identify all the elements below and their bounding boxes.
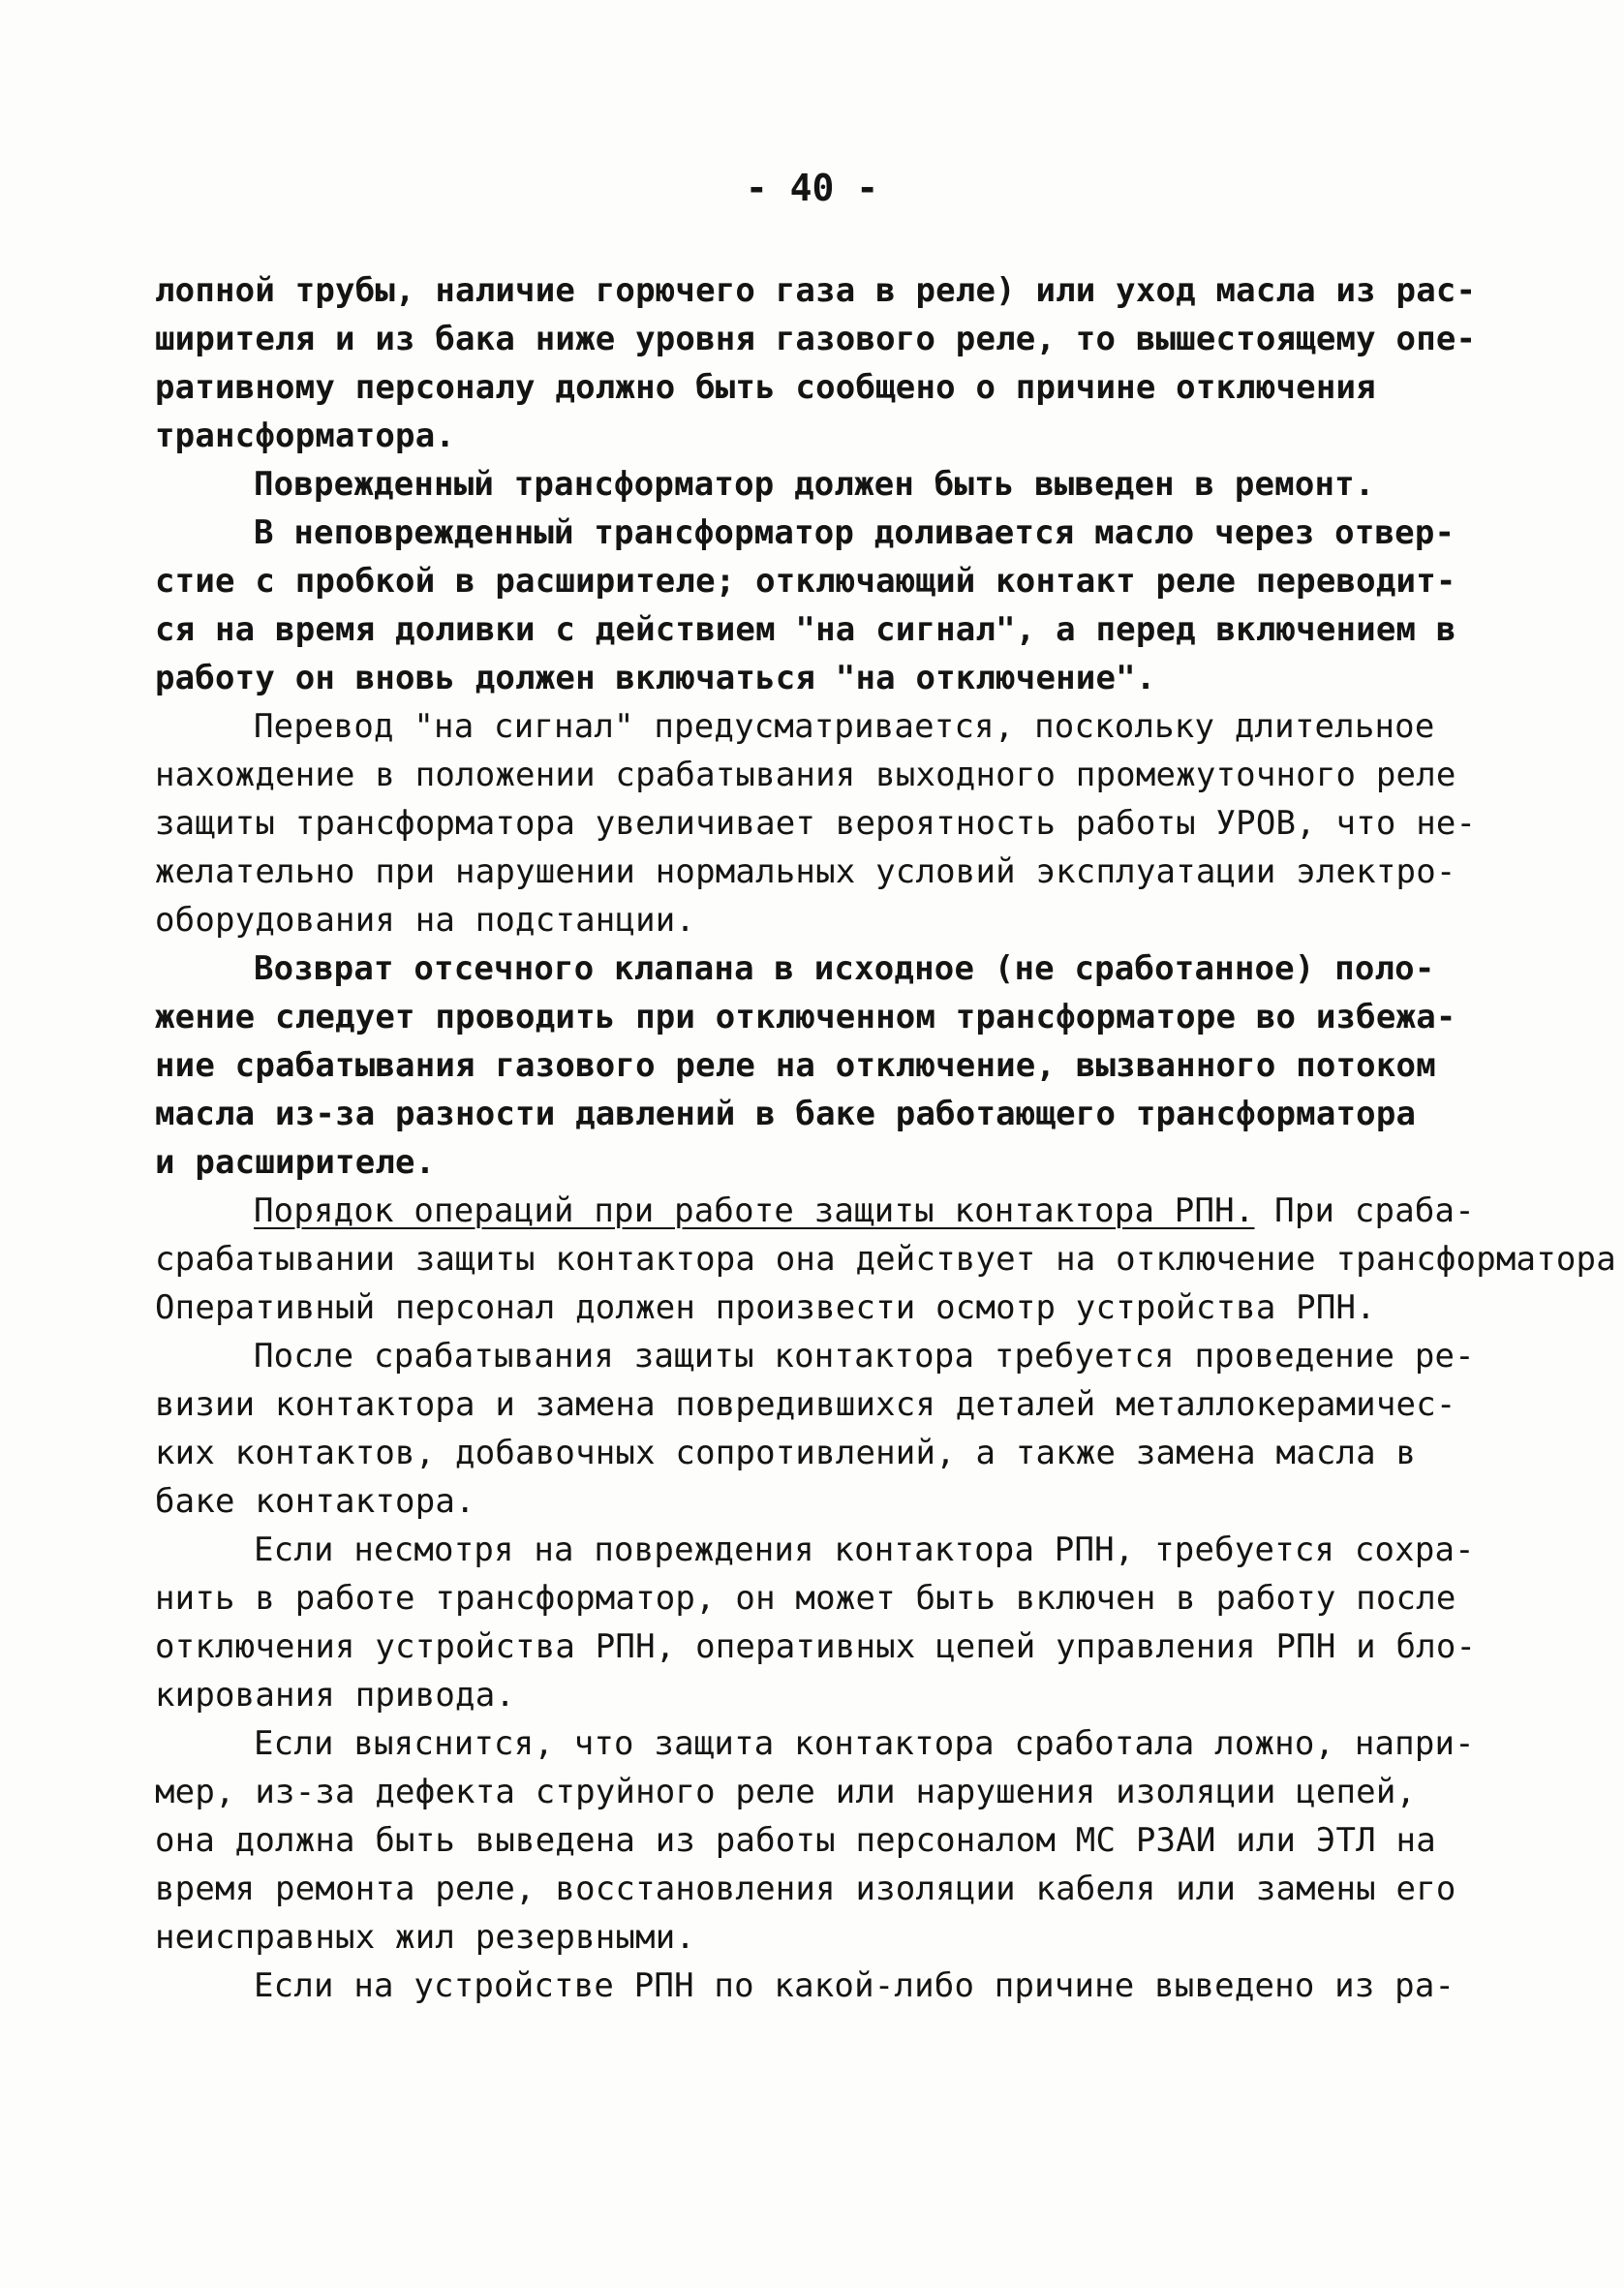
text-line: Оперативный персонал должен произвести осмотр устройства РПН. [155,1288,1376,1327]
text-line: В неповрежденный трансформатор доливается масло через отвер- [254,513,1455,552]
text-line: ративному персоналу должно быть сообщено о причине отключения [155,368,1376,407]
text-line: ся на время доливки с действием "на сигнал", а перед включением в [155,610,1456,649]
text-line: срабатывании защиты контактора она действует на отключение трансформатора [155,1240,1616,1279]
text-line: ких контактов, добавочных сопротивлений, а также замена масла в [155,1434,1417,1472]
text-line: нить в работе трансформатор, он может быть включен в работу после [155,1579,1456,1618]
text-line: Перевод "на сигнал" предусматривается, поскольку длительное [254,707,1435,746]
section-heading-line [254,1190,1475,1232]
text-line: трансформатора. [155,417,456,455]
page-number: - 40 - [745,167,879,209]
text-line: Если несмотря на повреждения контактора РПН, требуется сохра- [254,1530,1475,1569]
text-line: баке контактора. [155,1482,475,1521]
text-line: стие с пробкой в расширителе; отключающий контакт реле переводит- [155,562,1456,601]
text-line: оборудования на подстанции. [155,901,696,940]
text-line: ширителя и из бака ниже уровня газового реле, то вышестоящему опе- [155,320,1477,358]
text-line: работу он вновь должен включаться "на отключение". [155,659,1156,697]
section-heading-tail: При сраба- [1274,1191,1475,1230]
text-line: нахождение в положении срабатывания выходного промежуточного реле [155,756,1456,794]
text-line: неисправных жил резервными. [155,1918,696,1957]
text-line: После срабатывания защиты контактора требуется проведение ре- [254,1337,1475,1376]
text-line: она должна быть выведена из работы персоналом МС РЗАИ или ЭТЛ на [155,1821,1436,1860]
text-line: защиты трансформатора увеличивает вероятность работы УРОВ, что не- [155,804,1477,843]
section-heading: Порядок операций при работе защиты контактора РПН. [254,1191,1255,1230]
text-line: время ремонта реле, восстановления изоляции кабеля или замены его [155,1870,1456,1908]
text-line: жение следует проводить при отключенном трансформаторе во избежа- [155,998,1456,1036]
text-line: ние срабатывания газового реле на отключение, вызванного потоком [155,1046,1436,1085]
text-line: Если выяснится, что защита контактора сработала ложно, напри- [254,1724,1475,1763]
text-line: и расширителе. [155,1143,436,1182]
text-line: отключения устройства РПН, оперативных цепей управления РПН и бло- [155,1627,1477,1666]
text-line: кирования привода. [155,1676,516,1715]
text-line: Если на устройстве РПН по какой-либо причине выведено из ра- [254,1966,1455,2005]
text-line: визии контактора и замена повредившихся деталей металлокерамичес- [155,1385,1456,1424]
text-line: Поврежденный трансформатор должен быть выведен в ремонт. [254,465,1375,504]
text-line: мер, из-за дефекта струйного реле или нарушения изоляции цепей, [155,1773,1417,1811]
text-line: Возврат отсечного клапана в исходное (не сработанное) поло- [254,949,1435,988]
text-line: желательно при нарушении нормальных условий эксплуатации электро- [155,852,1456,891]
text-line: масла из-за разности давлений в баке работающего трансформатора [155,1095,1417,1133]
text-line: лопной трубы, наличие горючего газа в реле) или уход масла из рас- [155,271,1477,310]
